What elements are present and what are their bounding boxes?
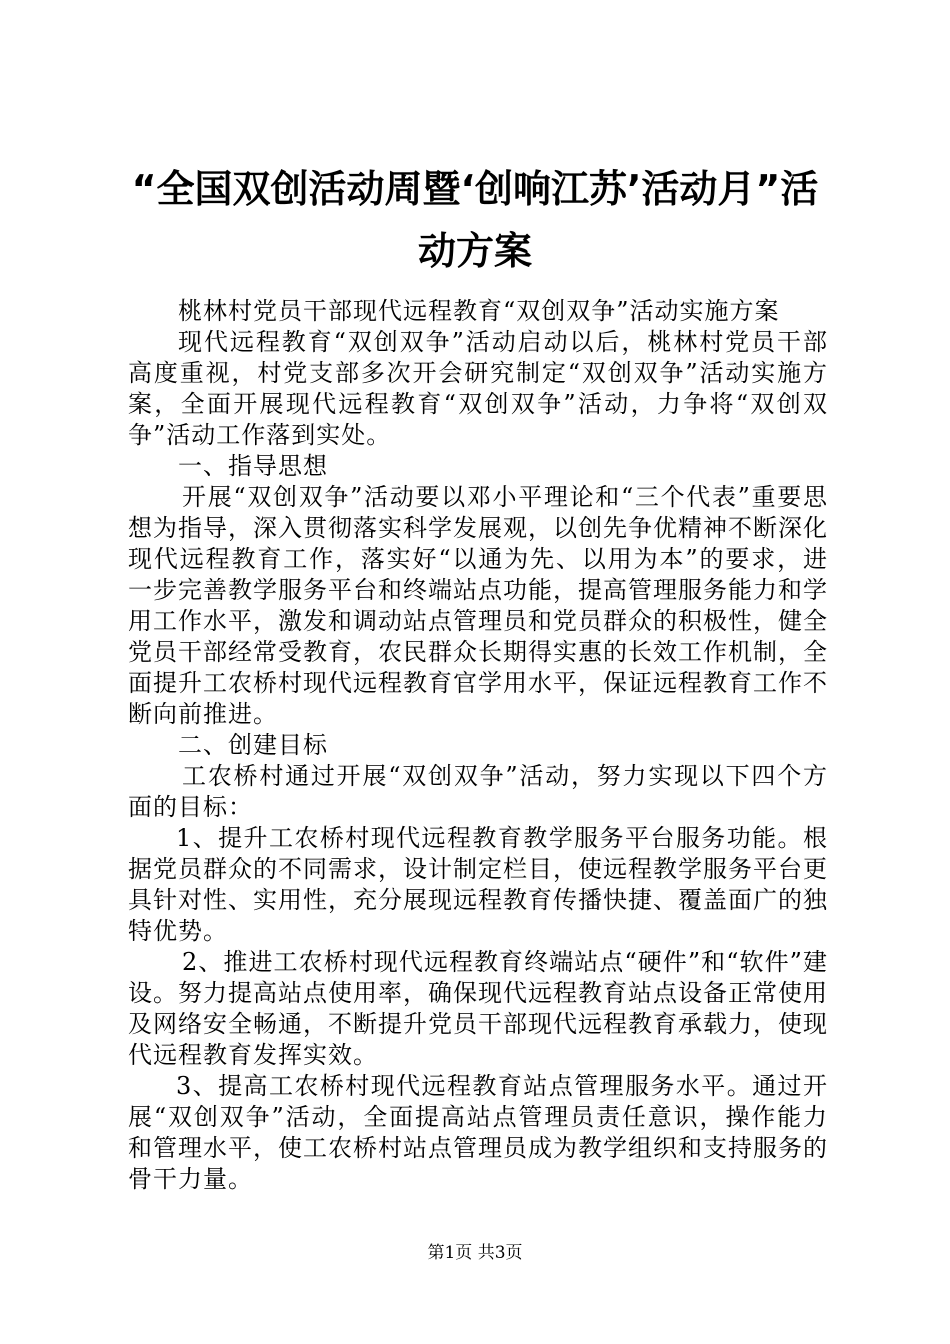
goal-item-2: 2、推进工农桥村现代远程教育终端站点“硬件”和“软件”建设。努力提高站点使用率，确保现代远程教育站点设备正常使用及网络安全畅通，不断提升党员干部现代远程教育承载力，使现代远程教育发挥实效。	[128, 948, 828, 1069]
document-body	[128, 296, 828, 1195]
page-number-footer: 第1页 共3页	[427, 1243, 523, 1263]
guiding-ideology-paragraph: 开展“双创双争”活动要以邓小平理论和“三个代表”重要思想为指导，深入贯彻落实科学发展观，以创先争优精神不断深化现代远程教育工作，落实好“以通为先、以用为本”的要求，进一步完善教学服务平台和终端站点功能，提高管理服务能力和学用工作水平，激发和调动站点管理员和党员群众的积极性，健全党员干部经常受教育，农民群众长期得实惠的长效工作机制，全面提升工农桥村现代远程教育官学用水平，保证远程教育工作不断向前推进。	[128, 483, 828, 728]
section-heading-goals: 二、创建目标	[178, 731, 328, 759]
goal-item-3: 3、提高工农桥村现代远程教育站点管理服务水平。通过开展“双创双争”活动，全面提高站点管理员责任意识，操作能力和管理水平，使工农桥村站点管理员成为教学组织和支持服务的骨干力量。	[128, 1072, 828, 1193]
document-title: “全国双创活动周暨‘创响江苏’活动月”活动方案	[131, 167, 819, 273]
goals-intro-paragraph: 工农桥村通过开展“双创双争”活动，努力实现以下四个方面的目标：	[128, 762, 828, 821]
intro-paragraph: 现代远程教育“双创双争”活动启动以后，桃林村党员干部高度重视，村党支部多次开会研究制定“双创双争”活动实施方案，全面开展现代远程教育“双创双争”活动，力争将“双创双争”活动工作落到实处。	[128, 328, 828, 449]
section-heading-guiding-ideology: 一、指导思想	[178, 452, 328, 480]
subtitle-paragraph: 桃林村党员干部现代远程教育“双创双争”活动实施方案	[178, 297, 780, 325]
goal-item-1: 1、提升工农桥村现代远程教育教学服务平台服务功能。根据党员群众的不同需求，设计制定栏目，使远程教学服务平台更具针对性、实用性，充分展现远程教育传播快捷、覆盖面广的独特优势。	[128, 824, 828, 945]
